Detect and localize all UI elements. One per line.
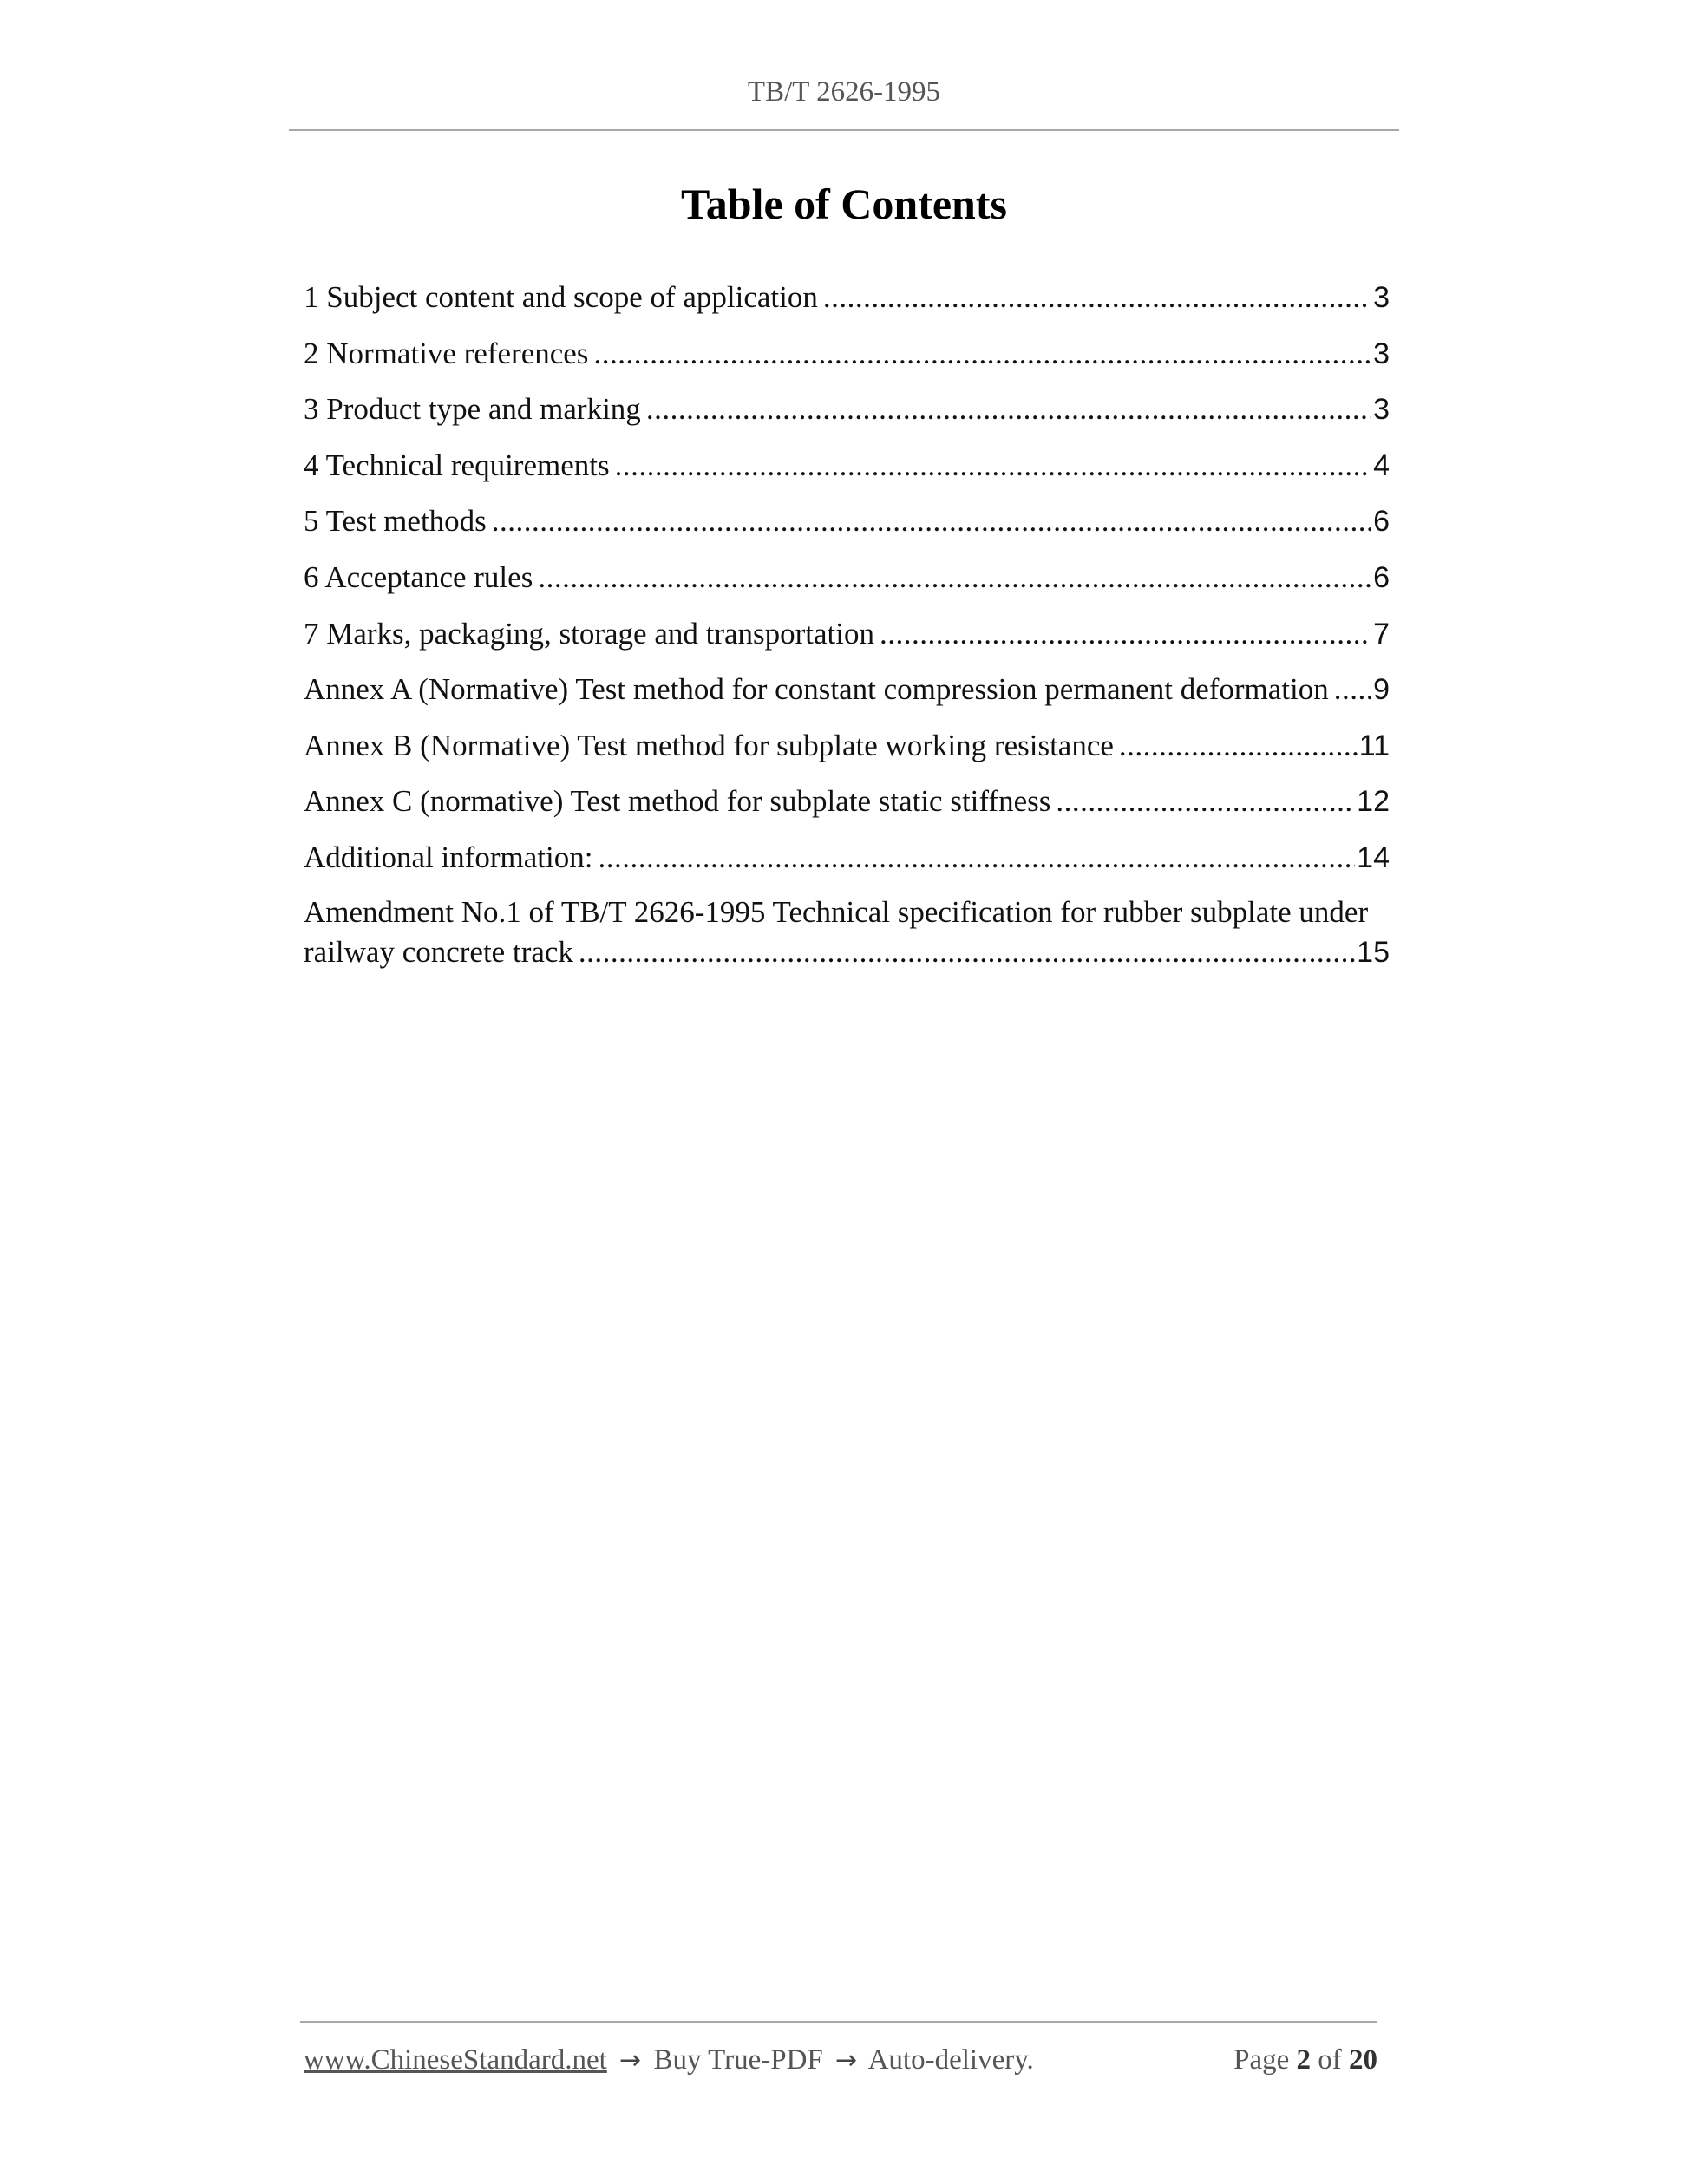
toc-entry-page: 3 (1373, 393, 1390, 427)
toc-entry-marks-packaging[interactable] (304, 612, 1390, 669)
dot-leader (538, 556, 1371, 599)
dot-leader (1056, 780, 1355, 823)
page-label: Page (1233, 2044, 1290, 2076)
dot-leader (823, 276, 1371, 319)
page-indicator (1233, 2044, 1377, 2076)
toc-heading: Table of Contents (681, 180, 1007, 228)
of-label: of (1318, 2044, 1342, 2076)
dot-leader (593, 332, 1371, 376)
toc-entry-page: 6 (1373, 505, 1390, 539)
document-code-header: TB/T 2626-1995 (747, 76, 941, 108)
toc-entry-normative-references[interactable] (304, 332, 1390, 389)
toc-entry-page: 9 (1373, 673, 1390, 707)
dot-leader (1334, 668, 1371, 711)
footer-divider (300, 2021, 1377, 2023)
toc-entry-title: Annex C (normative) Test method for subplate static stiffness (304, 784, 1051, 819)
toc-entry-title: Additional information: (304, 840, 593, 874)
toc-list (304, 276, 1390, 972)
footer-promo (304, 2044, 1034, 2076)
right-arrow-icon: → (835, 2045, 858, 2076)
dot-leader (646, 388, 1371, 431)
toc-entry-page: 15 (1357, 935, 1390, 969)
toc-entry-page: 7 (1373, 617, 1390, 651)
toc-entry-title: 3 Product type and marking (304, 392, 641, 427)
toc-entry-page: 12 (1357, 785, 1390, 819)
toc-entry-title: 5 Test methods (304, 504, 487, 539)
dot-leader (492, 500, 1371, 543)
dot-leader (1119, 724, 1358, 768)
toc-entry-subject-content[interactable] (304, 276, 1390, 332)
toc-entry-title: 4 Technical requirements (304, 448, 610, 482)
toc-entry-title: 1 Subject content and scope of application (304, 280, 818, 314)
dot-leader (615, 444, 1371, 487)
toc-entry-page: 4 (1373, 448, 1390, 482)
current-page-number: 2 (1296, 2044, 1311, 2076)
toc-entry-page: 3 (1373, 281, 1390, 314)
toc-entry-page: 6 (1373, 560, 1390, 594)
toc-entry-amendment[interactable] (304, 893, 1390, 972)
dot-leader (579, 932, 1355, 972)
toc-entry-page: 11 (1358, 729, 1390, 762)
site-link[interactable]: www.ChineseStandard.net (304, 2044, 607, 2076)
dot-leader (598, 836, 1355, 879)
toc-entry-title: 6 Acceptance rules (304, 559, 533, 594)
toc-entry-title: Annex A (Normative) Test method for constant compression permanent deformation (304, 672, 1329, 707)
right-arrow-icon: → (619, 2045, 642, 2076)
page-footer (304, 2044, 1377, 2076)
toc-entry-page: 3 (1373, 337, 1390, 370)
auto-delivery-text: Auto-delivery. (867, 2044, 1034, 2076)
toc-entry-title-line2-row (304, 932, 1390, 972)
toc-entry-page: 14 (1357, 840, 1390, 874)
toc-entry-test-methods[interactable] (304, 500, 1390, 556)
toc-entry-technical-requirements[interactable] (304, 444, 1390, 500)
toc-entry-title: Annex B (Normative) Test method for subplate working resistance (304, 728, 1114, 762)
toc-entry-annex-a[interactable] (304, 668, 1390, 724)
toc-entry-annex-b[interactable] (304, 724, 1390, 781)
toc-entry-title: 7 Marks, packaging, storage and transportation (304, 616, 875, 651)
header-divider (289, 129, 1399, 131)
toc-entry-title: 2 Normative references (304, 336, 589, 370)
dot-leader (880, 612, 1371, 656)
toc-entry-additional-information[interactable] (304, 836, 1390, 893)
toc-entry-annex-c[interactable] (304, 780, 1390, 836)
buy-pdf-text: Buy True-PDF (653, 2044, 823, 2076)
total-page-number: 20 (1349, 2044, 1377, 2076)
toc-entry-acceptance-rules[interactable] (304, 556, 1390, 612)
toc-entry-title-line2: railway concrete track (304, 934, 573, 969)
toc-entry-title-line1: Amendment No.1 of TB/T 2626-1995 Technical specification for rubber subplate under (304, 894, 1369, 929)
toc-entry-product-type[interactable] (304, 388, 1390, 444)
